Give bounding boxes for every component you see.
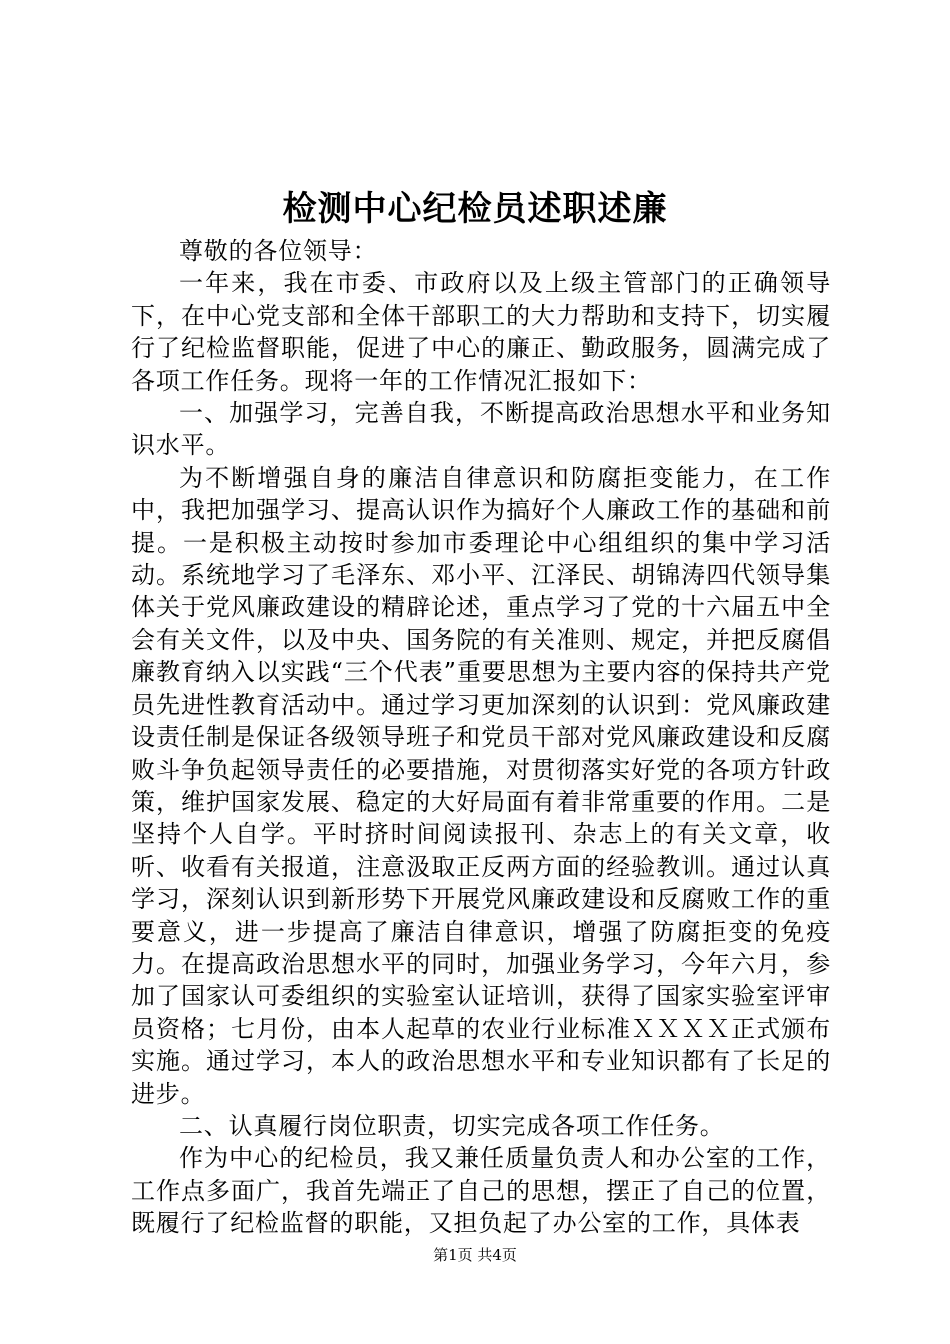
page-footer: 第1页 共4页 bbox=[433, 1246, 517, 1264]
paragraph-intro: 一年来，我在市委、市政府以及上级主管部门的正确领导下，在中心党支部和全体干部职工的大力帮助和支持下，切实履行了纪检监督职能，促进了中心的廉正、勤政服务，圆满完成了各项工作任务。现将一年的工作情况汇报如下： bbox=[131, 269, 831, 395]
document-title: 检测中心纪检员述职述廉 bbox=[282, 189, 668, 229]
document-body bbox=[131, 235, 831, 1240]
paragraph-study: 为不断增强自身的廉洁自律意识和防腐拒变能力，在工作中，我把加强学习、提高认识作为搞好个人廉政工作的基础和前提。一是积极主动按时参加市委理论中心组组织的集中学习活动。系统地学习了毛泽东、邓小平、江泽民、胡锦涛四代领导集体关于党风廉政建设的精辟论述，重点学习了党的十六届五中全会有关文件，以及中央、国务院的有关准则、规定，并把反腐倡廉教育纳入以实践“三个代表”重要思想为主要内容的保持共产党员先进性教育活动中。通过学习更加深刻的认识到：党风廉政建设责任制是保证各级领导班子和党员干部对党风廉政建设和反腐败斗争负起领导责任的必要措施，对贯彻落实好党的各项方针政策，维护国家发展、稳定的大好局面有着非常重要的作用。二是坚持个人自学。平时挤时间阅读报刊、杂志上的有关文章，收听、收看有关报道，注意汲取正反两方面的经验教训。通过认真学习，深刻认识到新形势下开展党风廉政建设和反腐败工作的重要意义，进一步提高了廉洁自律意识，增强了防腐拒变的免疫力。在提高政治思想水平的同时，加强业务学习，今年六月，参加了国家认可委组织的实验室认证培训，获得了国家实验室评审员资格；七月份，由本人起草的农业行业标准ＸＸＸＸ正式颁布实施。通过学习，本人的政治思想水平和专业知识都有了长足的进步。 bbox=[131, 463, 831, 1108]
paragraph-duties: 作为中心的纪检员，我又兼任质量负责人和办公室的工作，工作点多面广，我首先端正了自己的思想，摆正了自己的位置，既履行了纪检监督的职能，又担负起了办公室的工作，具体表 bbox=[131, 1144, 831, 1238]
section-heading-2: 二、认真履行岗位职责，切实完成各项工作任务。 bbox=[179, 1111, 725, 1140]
section-heading-1: 一、加强学习，完善自我，不断提高政治思想水平和业务知识水平。 bbox=[131, 399, 831, 460]
paragraph-salutation: 尊敬的各位领导： bbox=[179, 237, 378, 265]
